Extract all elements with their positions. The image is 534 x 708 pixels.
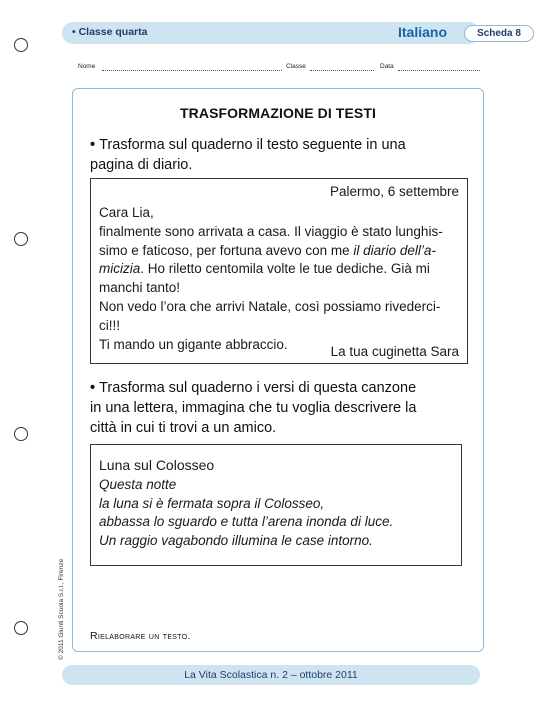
binder-hole-2 bbox=[14, 232, 28, 246]
letter-body: Cara Lia, finalmente sono arrivata a casa. Il viaggio è stato lunghis- simo e faticoso, per fortuna avevo con me il diario dell’a- micizia. Ho riletto centomila volte le tue dediche. Già mi manchi tanto! Non vedo l’ora che arrivi Natale, così possiamo rivederci- ci!!! Ti mando un gigante abbraccio. bbox=[99, 205, 443, 352]
student-info-fields bbox=[78, 63, 480, 75]
song-box bbox=[90, 444, 462, 566]
letter-signature: La tua cuginetta Sara bbox=[330, 344, 459, 359]
binder-hole-4 bbox=[14, 621, 28, 635]
bottom-bar bbox=[62, 665, 480, 685]
page-title: TRASFORMAZIONE DI TESTI bbox=[180, 105, 376, 121]
binder-hole-3 bbox=[14, 427, 28, 441]
class-label: Classe bbox=[286, 63, 306, 70]
footer-note: Rielaborare un testo. bbox=[90, 630, 191, 642]
song-verses: Questa notte la luna si è fermata sopra il Colosseo, abbassa lo sguardo e tutta l’arena inonda di luce. Un raggio vagabondo illumina le case intorno. bbox=[99, 477, 394, 548]
grade-label: • Classe quarta bbox=[72, 26, 148, 38]
song-title: Luna sul Colosseo bbox=[99, 457, 215, 473]
subject-label: Italiano bbox=[398, 24, 448, 40]
letter-box bbox=[90, 178, 468, 364]
bullet-icon: • bbox=[90, 137, 100, 153]
header-bar bbox=[62, 22, 521, 44]
date-label: Data bbox=[380, 63, 394, 70]
binder-hole-1 bbox=[14, 38, 28, 52]
name-field[interactable] bbox=[102, 70, 282, 71]
copyright-notice: © 2011 Giunti Scuola S.r.l., Firenze bbox=[58, 558, 65, 660]
date-field[interactable] bbox=[398, 70, 480, 71]
name-label: Nome bbox=[78, 63, 96, 70]
exercise2-instruction: • Trasforma sul quaderno i versi di questa canzone in una lettera, immagina che tu voglia descrivere la città in cui ti trovi a un amico. bbox=[90, 380, 417, 436]
bullet-icon: • bbox=[90, 380, 100, 396]
exercise1-instruction: • Trasforma sul quaderno il testo seguente in una pagina di diario. bbox=[90, 137, 406, 173]
class-field[interactable] bbox=[310, 70, 374, 71]
magazine-issue: La Vita Scolastica n. 2 – ottobre 2011 bbox=[184, 669, 358, 681]
letter-location-date: Palermo, 6 settembre bbox=[329, 184, 459, 199]
sheet-badge: Scheda 8 bbox=[464, 25, 534, 42]
